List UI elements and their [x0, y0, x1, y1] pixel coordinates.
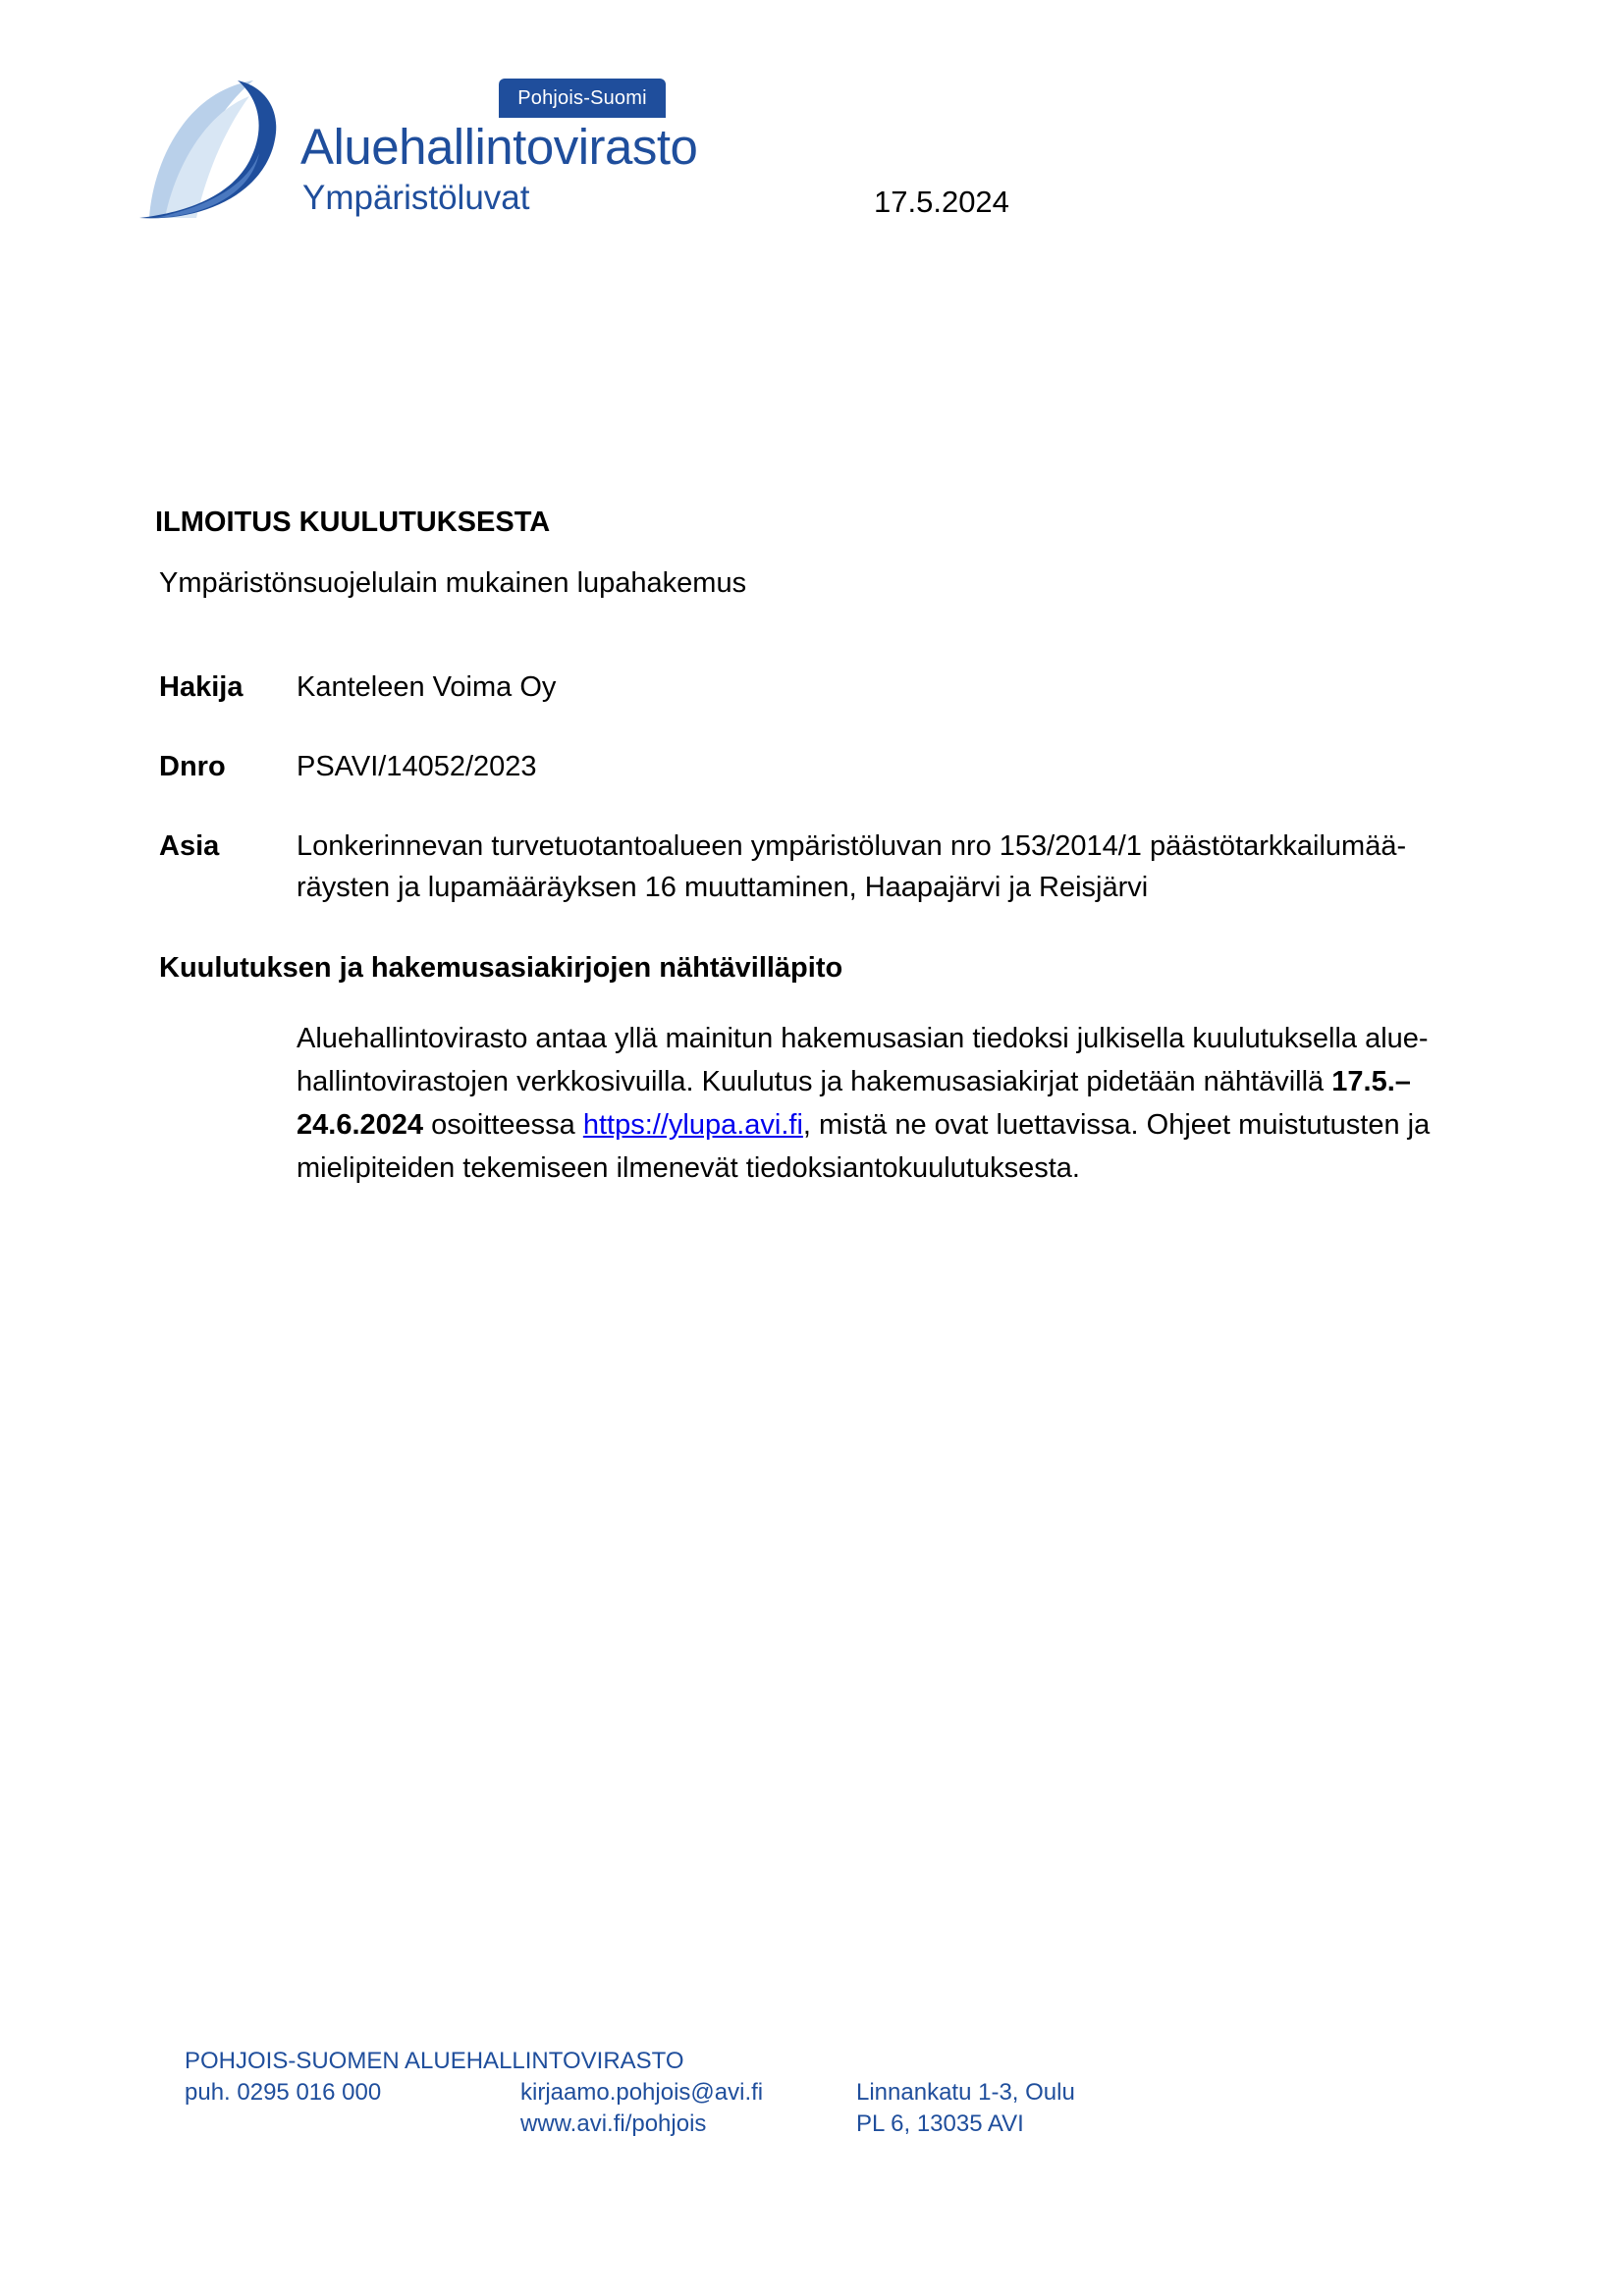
footer-address-line-1: Linnankatu 1-3, Oulu: [856, 2079, 1075, 2106]
region-badge: Pohjois-Suomi: [499, 79, 666, 118]
display-period: 17.5.–24.6.2024: [297, 1066, 1411, 1141]
applicant-label: Hakija: [159, 671, 244, 703]
footer-address: [856, 2077, 1075, 2140]
document-date: 17.5.2024: [874, 185, 1009, 219]
document-title: ILMOITUS KUULUTUKSESTA: [155, 507, 551, 538]
section-heading: Kuulutuksen ja hakemusasiakirjojen nähtävilläpito: [159, 952, 843, 984]
avi-logo: [135, 75, 698, 222]
matter-value: [297, 826, 1504, 908]
footer-contact: [520, 2077, 763, 2140]
footer-address-line-2: PL 6, 13035 AVI: [856, 2110, 1024, 2137]
ylupa-link[interactable]: https://ylupa.avi.fi: [582, 1109, 803, 1141]
matter-line-2: räysten ja lupamääräyksen 16 muuttaminen, Haapajärvi ja Reisjärvi: [297, 872, 1149, 903]
avi-emblem-icon: [135, 75, 283, 222]
paragraph-text-3: , mistä ne ovat luettavissa. Ohjeet muistutusten ja mielipiteiden tekemiseen ilmenevät tiedoksiantokuulutuksesta.: [297, 1109, 1431, 1184]
paragraph-text-1: Aluehallintovirasto antaa yllä mainitun hakemusasian tiedoksi julkisella kuulutuksella alue-hallintovirastojen verkkosivuilla. Kuulutus ja hakemusasiakirjat pidetään nähtävillä: [297, 1023, 1429, 1097]
matter-line-1: Lonkerinnevan turvetuotantoalueen ympäristöluvan nro 153/2014/1 päästötarkkailumää-: [297, 830, 1407, 862]
document-subtitle: Ympäristönsuojelulain mukainen lupahakemus: [159, 567, 747, 599]
dnro-value: PSAVI/14052/2023: [297, 751, 537, 782]
dnro-label: Dnro: [159, 751, 226, 782]
footer-web[interactable]: www.avi.fi/pohjois: [520, 2110, 707, 2137]
agency-name: Aluehallintovirasto: [300, 119, 698, 175]
matter-label: Asia: [159, 830, 220, 862]
paragraph-text-2: osoitteessa: [423, 1109, 583, 1141]
section-paragraph: [297, 1017, 1496, 1190]
unit-name: Ympäristöluvat: [302, 179, 530, 217]
footer-email[interactable]: kirjaamo.pohjois@avi.fi: [520, 2079, 764, 2106]
footer-phone: puh. 0295 016 000: [185, 2079, 382, 2106]
applicant-value: Kanteleen Voima Oy: [297, 671, 557, 703]
footer-org-name: POHJOIS-SUOMEN ALUEHALLINTOVIRASTO: [185, 2048, 684, 2074]
